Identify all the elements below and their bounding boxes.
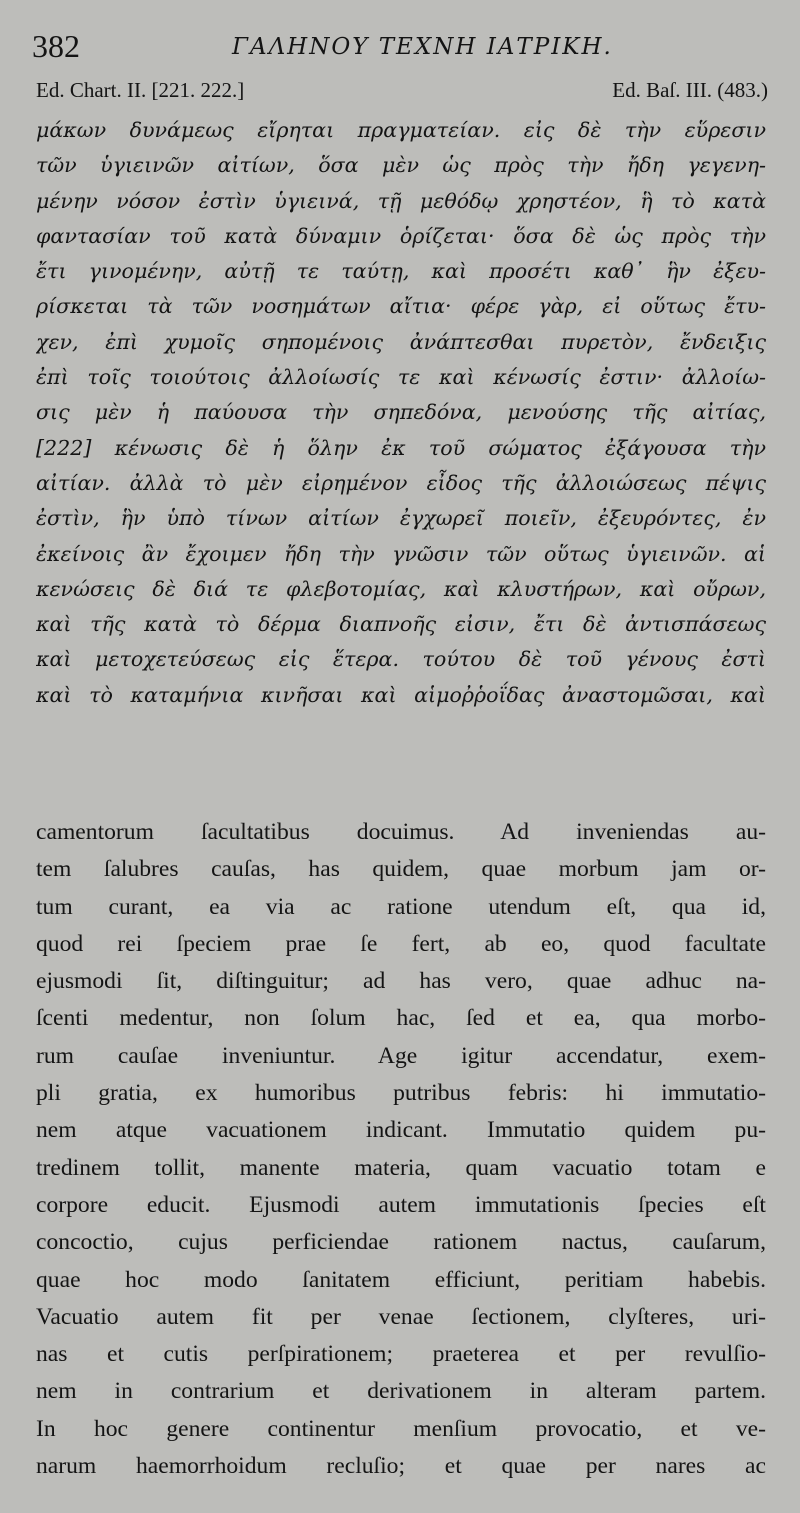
latin-text-line: nas et cutis perſpirationem; praeterea et per revulſio- bbox=[36, 1341, 766, 1368]
greek-text-line: καὶ μετοχετεύσεως εἰς ἕτερα. τούτου δὲ τοῦ γένους ἐστὶ bbox=[36, 647, 766, 672]
latin-text-line: quae hoc modo ſanitatem efficiunt, peritiam habebis. bbox=[36, 1266, 766, 1293]
latin-text-line: quod rei ſpeciem prae ſe fert, ab eo, quod facultate bbox=[36, 930, 766, 957]
greek-text-line: κενώσεις δὲ διά τε φλεβοτομίας, καὶ κλυστήρων, καὶ οὔρων, bbox=[36, 576, 766, 601]
greek-text-line: ρίσκεται τὰ τῶν νοσημάτων αἴτια· φέρε γὰρ, εἰ οὕτως ἔτυ- bbox=[36, 294, 766, 319]
page-header bbox=[32, 28, 766, 68]
greek-text-line: μάκων δυνάμεως εἴρηται πραγματείαν. εἰς δὲ τὴν εὕρεσιν bbox=[36, 118, 766, 142]
greek-text-line: ἔτι γινομένην, αὐτῇ τε ταύτῃ, καὶ προσέτι καθ᾽ ἣν ἐξευ- bbox=[36, 259, 766, 284]
latin-text-line: Vacuatio autem fit per venae ſectionem, clyſteres, uri- bbox=[36, 1303, 766, 1330]
greek-text-line: αἰτίαν. ἀλλὰ τὸ μὲν εἰρημένον εἶδος τῆς ἀλλοιώσεως πέψις bbox=[36, 470, 766, 495]
latin-text-line: corpore educit. Ejusmodi autem immutationis ſpecies eſt bbox=[36, 1191, 766, 1218]
greek-text-line: [222] κένωσις δὲ ἡ ὅλην ἐκ τοῦ σώματος ἐξάγουσα τὴν bbox=[36, 435, 766, 460]
latin-text-line: pli gratia, ex humoribus putribus febris: hi immutatio- bbox=[36, 1080, 766, 1107]
page-number: 382 bbox=[32, 28, 80, 64]
greek-text-block bbox=[36, 113, 766, 713]
latin-text-line: nem atque vacuationem indicant. Immutatio quidem pu- bbox=[36, 1117, 766, 1144]
greek-text-line: σις μὲν ἡ παύουσα τὴν σηπεδόνα, μενούσης τῆς αἰτίας, bbox=[36, 400, 766, 425]
latin-text-line: narum haemorrhoidum recluſio; et quae per nares ac bbox=[36, 1453, 766, 1480]
latin-text-block bbox=[36, 814, 766, 1485]
latin-text-line: ejusmodi ſit, diſtinguitur; ad has vero, quae adhuc na- bbox=[36, 968, 766, 995]
greek-text-line: καὶ τῆς κατὰ τὸ δέρμα διαπνοῆς εἰσιν, ἔτι δὲ ἀντισπάσεως bbox=[36, 612, 766, 637]
greek-text-line: μένην νόσον ἐστὶν ὑγιεινά, τῇ μεθόδῳ χρηστέον, ἣ τὸ κατὰ bbox=[36, 188, 766, 213]
greek-text-line: τῶν ὑγιεινῶν αἰτίων, ὅσα μὲν ὡς πρὸς τὴν ἤδη γεγενη- bbox=[36, 153, 766, 178]
running-title: ΓΑΛΗΝΟΥ ΤΕΧΝΗ ΙΑΤΡΙΚΗ. bbox=[232, 34, 613, 60]
latin-text-line: nem in contrarium et derivationem in alteram partem. bbox=[36, 1378, 766, 1405]
greek-text-line: ἐπὶ τοῖς τοιούτοις ἀλλοίωσίς τε καὶ κένωσίς ἐστιν· ἀλλοίω- bbox=[36, 365, 766, 390]
latin-text-line: In hoc genere continentur menſium provocatio, et ve- bbox=[36, 1415, 766, 1442]
edition-references bbox=[36, 78, 768, 108]
edition-reference-basel: Ed. Baſ. III. (483.) bbox=[612, 78, 768, 102]
greek-text-line: χεν, ἐπὶ χυμοῖς σηπομένοις ἀνάπτεσθαι πυρετὸν, ἔνδειξις bbox=[36, 329, 766, 354]
latin-text-line: tem ſalubres cauſas, has quidem, quae morbum jam or- bbox=[36, 856, 766, 883]
greek-text-line: ἐστὶν, ἣν ὑπὸ τίνων αἰτίων ἐγχωρεῖ ποιεῖν, ἐξευρόντες, ἐν bbox=[36, 506, 766, 531]
latin-text-line: camentorum ſacultatibus docuimus. Ad inveniendas au- bbox=[36, 819, 766, 845]
latin-text-line: tredinem tollit, manente materia, quam vacuatio totam e bbox=[36, 1154, 766, 1181]
latin-text-line: rum cauſae inveniuntur. Age igitur accendatur, exem- bbox=[36, 1042, 766, 1069]
latin-text-line: concoctio, cujus perficiendae rationem nactus, cauſarum, bbox=[36, 1229, 766, 1256]
latin-text-line: tum curant, ea via ac ratione utendum eſt, qua id, bbox=[36, 893, 766, 920]
greek-text-line: φαντασίαν τοῦ κατὰ δύναμιν ὁρίζεται· ὅσα δὲ ὡς πρὸς τὴν bbox=[36, 223, 766, 248]
latin-text-line: ſcenti medentur, non ſolum hac, ſed et ea, qua morbo- bbox=[36, 1005, 766, 1032]
greek-text-line: ἐκείνοις ἂν ἔχοιμεν ἤδη τὴν γνῶσιν τῶν οὕτως ὑγιεινῶν. αἱ bbox=[36, 541, 766, 566]
edition-reference-chartier: Ed. Chart. II. [221. 222.] bbox=[36, 78, 245, 102]
greek-text-line: καὶ τὸ καταμήνια κινῆσαι καὶ αἱμοῤῥοΐδας ἀναστομῶσαι, καὶ bbox=[36, 682, 766, 707]
